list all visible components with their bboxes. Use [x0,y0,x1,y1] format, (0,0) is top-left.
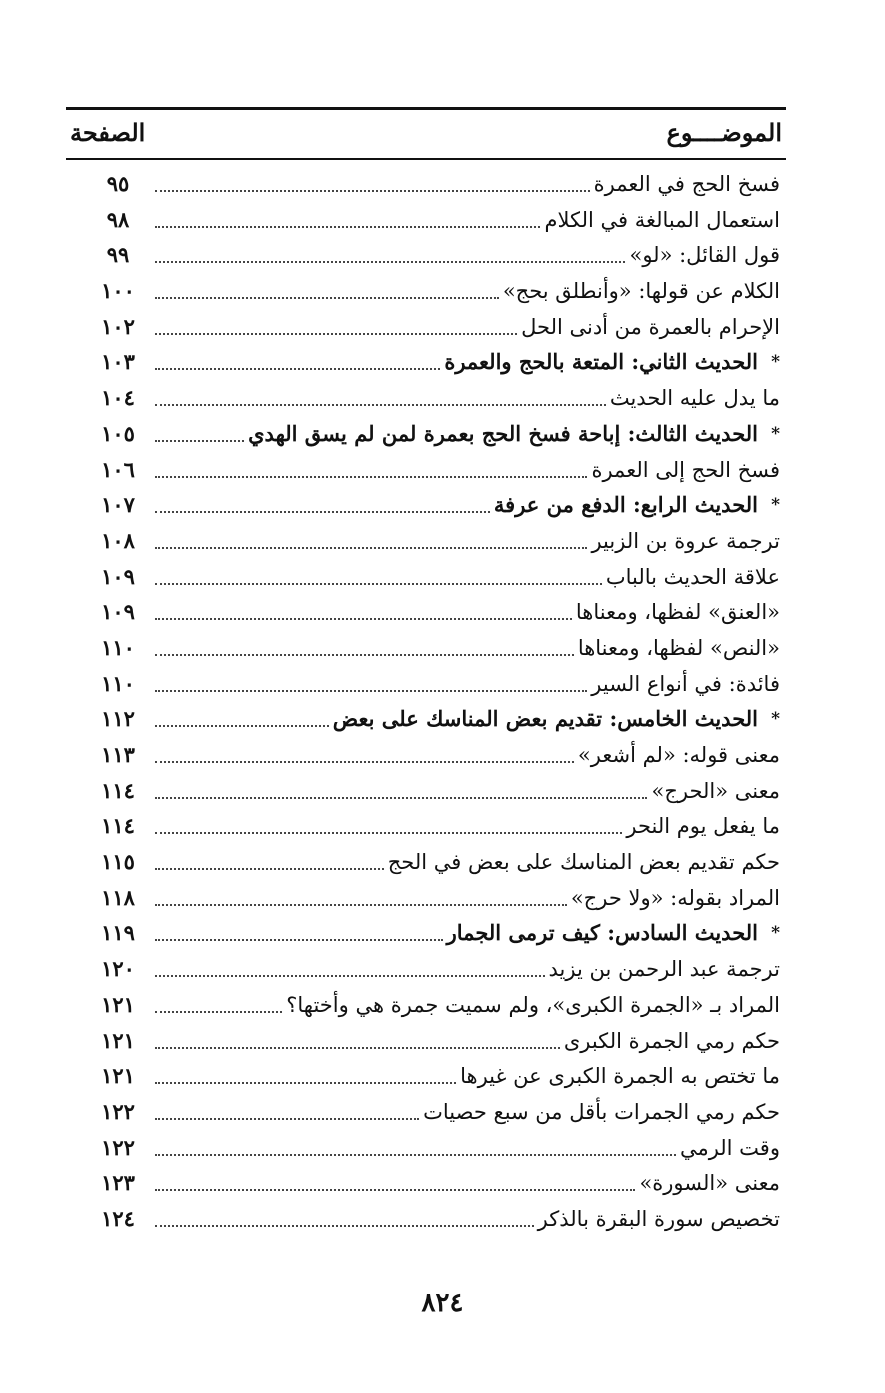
toc-entry [66,594,786,630]
toc-entry-title-line [155,597,780,627]
toc-entry-page: ١١٠ [101,670,135,696]
toc-entry-title-line [155,562,780,592]
toc-entry-title: تخصيص سورة البقرة بالذكر [537,1206,780,1231]
toc-entry-page: ٩٨ [106,206,130,232]
toc-entry-page: ١١٥ [101,849,135,875]
toc-entry-page: ١١٤ [101,813,135,839]
dot-leader [155,939,443,941]
dot-leader [155,1225,534,1227]
toc-entry-page: ١٢٠ [101,956,135,982]
dot-leader [155,1154,676,1156]
dot-leader [155,476,587,478]
toc-entry-title: فسخ الحج في العمرة [593,172,780,196]
toc-entry-title: ترجمة عروة بن الزبير [591,528,780,553]
toc-entry [66,1023,786,1059]
dot-leader [155,440,244,442]
toc-entry-title: فسخ الحج إلى العمرة [591,457,780,482]
toc-entry-page: ١٢٣ [101,1170,135,1196]
toc-entry-page: ١٢١ [101,1027,135,1053]
toc-entry [66,523,786,559]
toc-entry-page: ١٠٠ [101,278,135,304]
toc-entry-page: ١٠٩ [101,563,135,589]
toc-entry-title-line [155,347,780,377]
toc-entry-page: ١٠٤ [101,385,135,411]
topic-column-label: الموضــــوع [666,118,782,147]
toc-entry-title: حكم رمي الجمرات بأقل من سبع حصيات [423,1099,780,1124]
dot-leader [155,1189,635,1191]
toc-entry [66,666,786,702]
toc-entry [66,452,786,488]
toc-entry [66,202,786,238]
toc-entry-title-line [155,704,780,734]
toc-entry-page: ١٠٥ [101,420,135,446]
toc-entry-title-line [155,740,780,770]
dot-leader [155,226,540,228]
toc-entry-page: ٩٥ [106,171,130,196]
dot-leader [155,333,517,335]
bullet-star: * [771,423,780,444]
toc-entry-title: معنى «الحرج» [651,778,780,803]
dot-leader [155,868,384,870]
toc-entry-title-line [155,633,780,663]
toc-entry-page: ٩٩ [106,242,130,268]
toc-list [66,166,786,1237]
toc-entry-title: معنى «السورة» [639,1171,780,1196]
toc-entry-title-line [155,419,780,449]
dot-leader [155,1082,456,1084]
toc-entry-title-line [155,847,780,877]
toc-section-heading [66,416,786,452]
dot-leader [155,1011,282,1013]
toc-entry-page: ١١٩ [101,920,135,946]
toc-entry [66,1130,786,1166]
toc-entry-title-line [155,776,780,806]
header-rule [66,158,786,160]
dot-leader [155,690,587,692]
toc-section-heading [66,701,786,737]
toc-entry-title-line [155,490,780,520]
dot-leader [155,404,606,406]
toc-entry-page: ١١٨ [101,884,135,910]
bullet-star: * [771,923,780,944]
toc-section-heading [66,487,786,523]
toc-entry [66,309,786,345]
toc-section-heading [66,915,786,951]
toc-entry-title: حكم رمي الجمرة الكبرى [563,1028,780,1053]
toc-section-heading [66,344,786,380]
toc-entry-title: معنى قوله: «لم أشعر» [577,743,780,767]
bullet-star: * [771,352,780,373]
toc-entry-title: الحديث السادس: كيف ترمى الجمار [446,920,758,946]
toc-entry-title: الكلام عن قولها: «وأنطلق بحج» [502,279,780,304]
toc-entry [66,380,786,416]
toc-entry-title: ترجمة عبد الرحمن بن يزيد [548,957,780,982]
toc-entry-page: ١١٣ [101,742,135,767]
toc-entry-page: ١٠٢ [101,313,135,339]
toc-entry [66,773,786,809]
toc-entry-title-line [155,276,780,306]
toc-entry-title-line [155,205,780,235]
toc-entry-page: ١٢٢ [101,1098,135,1124]
toc-entry-page: ١٠٣ [101,349,135,375]
toc-entry-title-line [155,811,780,841]
top-rule [66,107,786,110]
toc-entry-title: المراد بـ «الجمرة الكبرى»، ولم سميت جمرة هي وأختها؟ [286,992,780,1017]
toc-entry-page: ١١٤ [101,777,135,803]
toc-entry [66,630,786,666]
dot-leader [155,618,572,620]
toc-entry [66,1094,786,1130]
toc-entry-title: المراد بقوله: «ولا حرج» [570,885,780,910]
toc-entry-title-line [155,883,780,913]
toc-entry [66,880,786,916]
toc-entry [66,1201,786,1237]
dot-leader [155,1118,419,1120]
toc-entry-title-line [155,240,780,270]
toc-entry-title: علاقة الحديث بالباب [605,564,780,589]
toc-entry-page: ١٢٤ [101,1205,135,1231]
toc-entry-title: الحديث الثاني: المتعة بالحج والعمرة [444,349,758,375]
toc-entry-title-line [155,990,780,1020]
toc-entry-page: ١٠٧ [101,492,135,518]
page-column-label: الصفحة [70,118,146,147]
toc-entry-title-line [155,669,780,699]
dot-leader [155,190,590,192]
toc-entry [66,273,786,309]
toc-entry-page: ١١٠ [101,634,135,660]
toc-entry-title-line [155,1133,780,1163]
dot-leader [155,547,587,549]
toc-entry-title: الحديث الرابع: الدفع من عرفة [493,492,758,518]
toc-entry-page: ١٢٢ [101,1134,135,1160]
toc-entry-page: ١٠٩ [101,599,135,625]
dot-leader [155,511,490,513]
toc-entry-title-line [155,1097,780,1127]
dot-leader [155,368,440,370]
toc-entry-title-line [155,954,780,984]
dot-leader [155,583,602,585]
toc-entry [66,559,786,595]
toc-entry-title-line [155,312,780,342]
toc-entry-title: ما تختص به الجمرة الكبرى عن غيرها [460,1064,780,1089]
dot-leader [155,297,499,299]
toc-entry-title: وقت الرمي [679,1135,780,1160]
toc-entry-title: الإحرام بالعمرة من أدنى الحل [521,314,780,339]
toc-entry [66,951,786,987]
toc-entry-title-line [155,526,780,556]
toc-entry-title: فائدة: في أنواع السير [591,671,780,696]
toc-entry-page: ١٠٨ [101,527,135,553]
toc-entry-title-line [155,1168,780,1198]
toc-entry-title-line [155,1204,780,1234]
toc-entry [66,808,786,844]
toc-entry-title: الحديث الخامس: تقديم بعض المناسك على بعض [332,706,758,732]
bullet-star: * [771,709,780,730]
toc-header [66,114,786,158]
toc-entry [66,987,786,1023]
toc-entry [66,1165,786,1201]
toc-entry-title: ما يدل عليه الحديث [609,386,780,411]
toc-entry-title-line [155,1061,780,1091]
toc-entry-title-line [155,455,780,485]
toc-entry [66,1058,786,1094]
toc-entry-title: حكم تقديم بعض المناسك على بعض في الحج [387,850,780,875]
dot-leader [155,654,574,656]
toc-entry-title: ما يفعل يوم النحر [626,814,780,839]
toc-entry-title: قول القائل: «لو» [629,243,780,268]
dot-leader [155,725,329,727]
toc-entry-page: ١١٢ [101,706,135,732]
toc-entry-title-line [155,383,780,413]
page-number: ٨٢٤ [421,1288,464,1318]
toc-entry-title: استعمال المبالغة في الكلام [544,207,780,232]
toc-entry-title-line [155,918,780,948]
toc-entry-title-line [155,169,780,199]
toc-entry-title: الحديث الثالث: إباحة فسخ الحج بعمرة لمن لم يسق الهدي [248,420,758,446]
dot-leader [155,261,625,263]
dot-leader [155,761,574,763]
toc-entry [66,237,786,273]
dot-leader [155,1047,560,1049]
toc-entry [66,844,786,880]
toc-entry-title-line [155,1026,780,1056]
toc-entry [66,166,786,202]
toc-entry-page: ١٠٦ [101,456,135,482]
toc-entry-page: ١٢١ [101,991,135,1017]
dot-leader [155,904,567,906]
dot-leader [155,797,647,799]
dot-leader [155,832,622,834]
bullet-star: * [771,495,780,516]
toc-entry-title: «النص» لفظها، ومعناها [577,635,780,660]
toc-entry-page: ١٢١ [101,1063,135,1089]
toc-entry-title: «العنق» لفظها، ومعناها [575,600,780,625]
dot-leader [155,975,545,977]
toc-entry [66,737,786,773]
